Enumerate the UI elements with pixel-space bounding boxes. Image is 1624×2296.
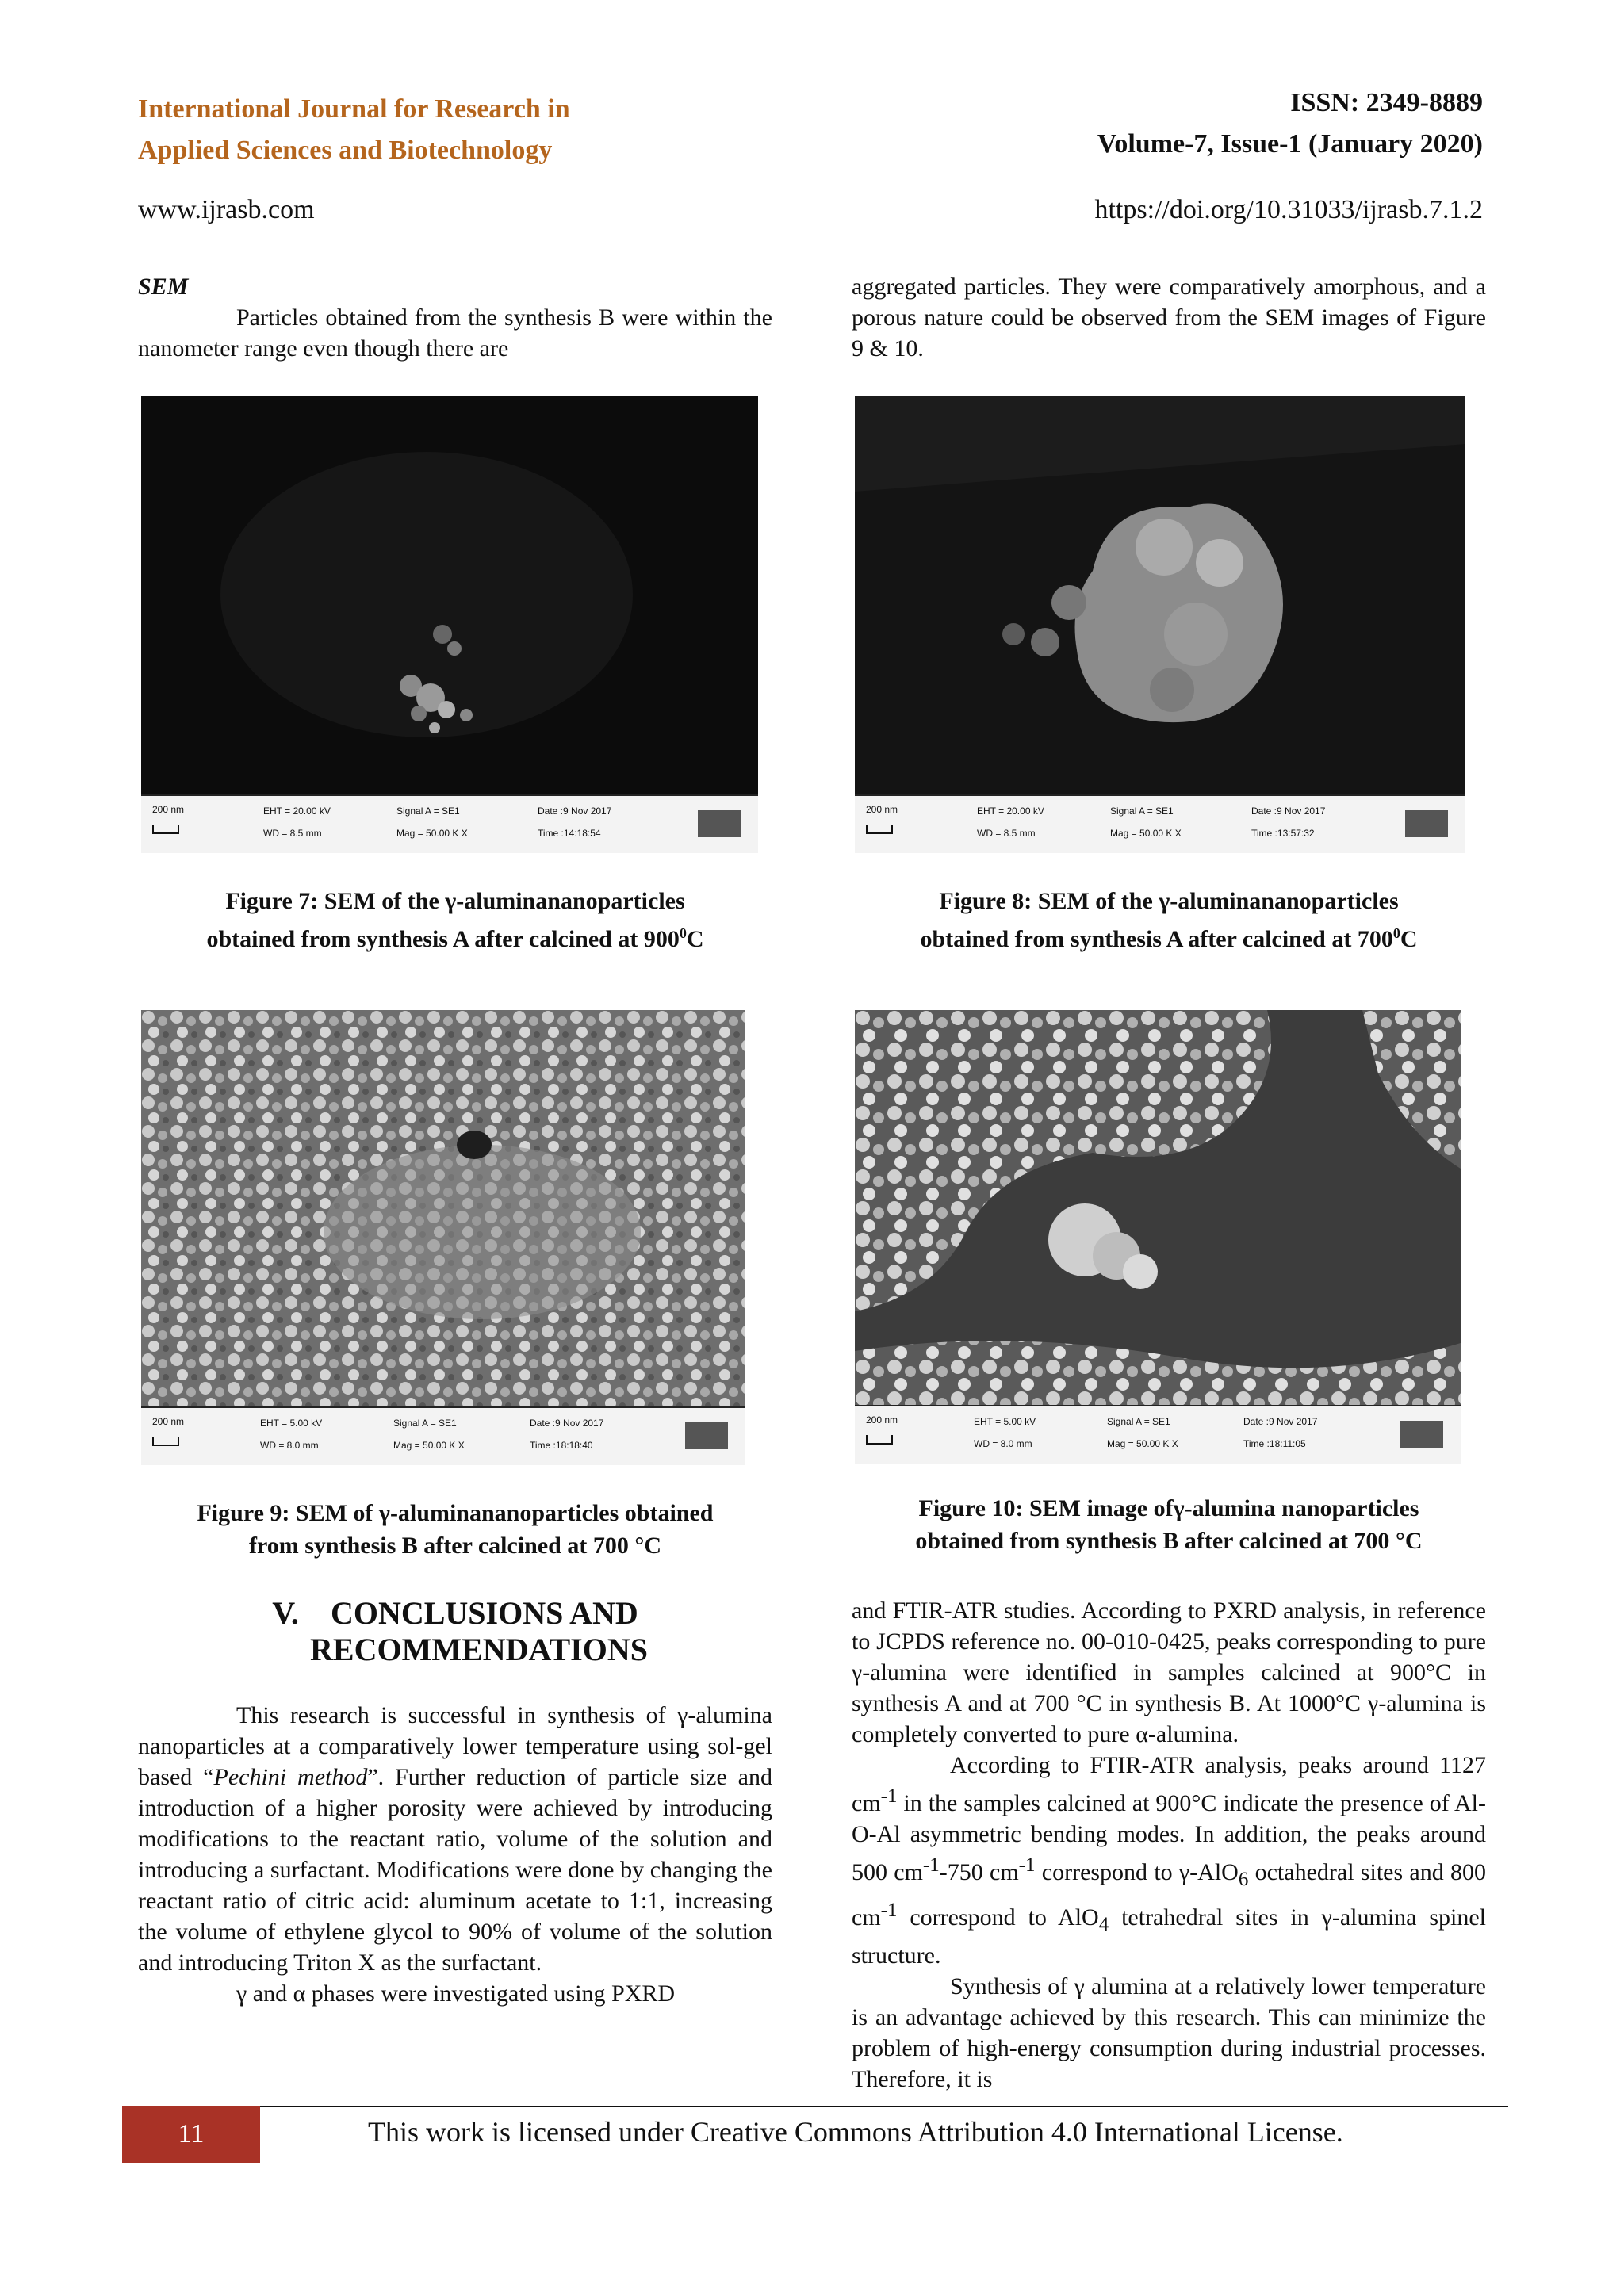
signal-label: Signal A = SE1 <box>396 806 460 817</box>
sup: -1 <box>1018 1854 1036 1876</box>
conclusions-right-column <box>852 1595 1486 2095</box>
caption-line2 <box>852 917 1486 955</box>
date-label: Date :9 Nov 2017 <box>530 1418 604 1429</box>
sem-right-text <box>852 271 1486 364</box>
caption-line2: from synthesis B after calcined at 700 °C <box>248 1533 661 1559</box>
mag-label: Mag = 50.00 K X <box>393 1440 465 1451</box>
sem-micrograph <box>855 396 1465 796</box>
sem-info-bar <box>855 1405 1461 1464</box>
sem-info-bar <box>141 794 758 853</box>
scale-label: 200 nm <box>866 1414 898 1425</box>
section-number: V. <box>272 1595 299 1631</box>
date-label: Date :9 Nov 2017 <box>1251 806 1326 817</box>
sup: -1 <box>922 1854 940 1876</box>
caption-line1: Figure 7: SEM of the γ-aluminananoparticles <box>225 888 685 914</box>
scale-label: 200 nm <box>152 804 185 815</box>
caption-line2: obtained from synthesis B after calcined at 700 °C <box>915 1528 1423 1554</box>
figure-7-caption <box>138 885 772 955</box>
figure-10-caption <box>852 1492 1486 1557</box>
time-label: Time :14:18:54 <box>538 828 601 839</box>
figure-9-caption <box>138 1497 772 1562</box>
wd-label: WD = 8.0 mm <box>974 1438 1032 1449</box>
figure-7-image <box>141 396 758 853</box>
zeiss-logo <box>1400 1421 1443 1448</box>
wd-label: WD = 8.5 mm <box>263 828 322 839</box>
text: in the samples calcined at 900°C indicate the presence of Al-O-Al asymmetric bending modes. In addition, the peaks around 500 cm <box>852 1790 1486 1885</box>
mag-label: Mag = 50.00 K X <box>396 828 468 839</box>
wd-label: WD = 8.0 mm <box>260 1440 319 1451</box>
text: octahedral sites and 800 cm <box>852 1859 1486 1931</box>
scale-label: 200 nm <box>152 1416 185 1427</box>
sem-micrograph <box>141 1010 745 1408</box>
issn-block <box>1097 82 1483 165</box>
journal-title-line2: Applied Sciences and Biotechnology <box>138 136 553 165</box>
zeiss-logo <box>698 810 741 837</box>
time-label: Time :13:57:32 <box>1251 828 1315 839</box>
zeiss-logo <box>1405 810 1448 837</box>
conclusion-paragraph-1 <box>138 1700 772 1978</box>
doi-link[interactable]: https://doi.org/10.31033/ijrasb.7.1.2 <box>1094 195 1483 224</box>
scale-label: 200 nm <box>866 804 898 815</box>
section-heading-sem: SEM <box>138 274 189 300</box>
caption-line1: Figure 10: SEM image ofγ-alumina nanoparticles <box>918 1495 1419 1521</box>
caption-sup: 0 <box>1392 925 1400 941</box>
figure-8-image <box>855 396 1465 853</box>
sem-paragraph-right: aggregated particles. They were comparatively amorphous, and a porous nature could be observed from the SEM images of Figure 9 & 10. <box>852 274 1486 362</box>
time-label: Time :18:18:40 <box>530 1440 593 1451</box>
caption-unit: C <box>686 926 704 952</box>
italic-term: Pechini method <box>213 1764 368 1790</box>
text: -750 cm <box>939 1859 1019 1885</box>
wd-label: WD = 8.5 mm <box>977 828 1036 839</box>
journal-title-line1: International Journal for Research in <box>138 94 570 124</box>
mag-label: Mag = 50.00 K X <box>1110 828 1182 839</box>
sup: -1 <box>880 1785 898 1807</box>
conclusion-paragraph-3: and FTIR-ATR studies. According to PXRD analysis, in reference to JCPDS reference no. 00-010-0425, peaks corresponding to pure γ-alumina were identified in samples calcined at 900°C in synthesis A and at 700 °C in synthesis B. At 1000°C γ-alumina is completely converted to pure α-alumina. <box>852 1598 1486 1747</box>
heading-line1 <box>138 1595 772 1632</box>
scale-bar <box>866 825 893 834</box>
figure-8-caption <box>852 885 1486 955</box>
conclusion-paragraph-4 <box>852 1750 1486 1971</box>
sem-micrograph <box>141 396 758 796</box>
signal-label: Signal A = SE1 <box>393 1418 457 1429</box>
date-label: Date :9 Nov 2017 <box>1243 1416 1318 1427</box>
eht-label: EHT = 5.00 kV <box>974 1416 1036 1427</box>
eht-label: EHT = 5.00 kV <box>260 1418 323 1429</box>
caption-text: obtained from synthesis A after calcined at 900 <box>206 926 680 952</box>
journal-website[interactable]: www.ijrasb.com <box>138 195 315 224</box>
sem-left-text <box>138 271 772 364</box>
conclusion-paragraph-2: γ and α phases were investigated using PXRD <box>236 1980 676 2007</box>
volume-issue: Volume-7, Issue-1 (January 2020) <box>1097 129 1483 159</box>
eht-label: EHT = 20.00 kV <box>977 806 1044 817</box>
text: ”. Further reduction of particle size and introduction of a higher porosity were achieved by introducing modifications to the reactant ratio, volume of the solution and introducing a surfactant. Modifications were done by changing the reactant ratio of citric acid: aluminum acetate to 1:1, increasing the volume of ethylene glycol to 90% of volume of the solution and introducing Triton X as the surfactant. <box>138 1764 773 1976</box>
license-text[interactable]: This work is licensed under Creative Commons Attribution 4.0 International License. <box>368 2116 1343 2148</box>
scale-bar <box>152 1437 179 1446</box>
caption-line2 <box>138 917 772 955</box>
signal-label: Signal A = SE1 <box>1107 1416 1170 1427</box>
caption-line1: Figure 8: SEM of the γ-aluminananoparticles <box>939 888 1399 914</box>
sem-micrograph <box>855 1010 1461 1406</box>
scale-bar <box>152 825 179 834</box>
date-label: Date :9 Nov 2017 <box>538 806 612 817</box>
eht-label: EHT = 20.00 kV <box>263 806 331 817</box>
scale-bar <box>866 1435 893 1445</box>
sem-info-bar <box>855 794 1465 853</box>
conclusion-paragraph-5: Synthesis of γ alumina at a relatively lower temperature is an advantage achieved by this research. This can minimize the problem of high-energy consumption during industrial processes. Therefore, it is <box>852 1973 1486 2092</box>
section-heading-conclusions <box>138 1595 772 1668</box>
caption-text: obtained from synthesis A after calcined at 700 <box>920 926 1393 952</box>
heading-line2: RECOMMENDATIONS <box>310 1632 648 1667</box>
text: correspond to γ-AlO <box>1035 1859 1239 1885</box>
sup: -1 <box>880 1900 898 1921</box>
text: tetrahedral sites in γ-alumina spinel structure. <box>852 1904 1486 1969</box>
caption-unit: C <box>1400 926 1418 952</box>
figure-10-image <box>855 1010 1461 1464</box>
sem-info-bar <box>141 1406 745 1465</box>
sem-paragraph-left: Particles obtained from the synthesis B were within the nanometer range even though there are <box>138 304 772 362</box>
time-label: Time :18:11:05 <box>1243 1438 1306 1449</box>
issn: ISSN: 2349-8889 <box>1290 88 1483 117</box>
figure-9-image <box>141 1010 745 1465</box>
page-number: 11 <box>122 2106 260 2163</box>
footer-rule <box>260 2106 1508 2107</box>
sub: 6 <box>1238 1869 1249 1890</box>
journal-title <box>138 89 570 171</box>
text: correspond to AlO <box>897 1904 1099 1931</box>
caption-sup: 0 <box>679 925 687 941</box>
conclusions-left-column <box>138 1700 772 2009</box>
caption-line1: Figure 9: SEM of γ-aluminananoparticles obtained <box>197 1500 714 1526</box>
signal-label: Signal A = SE1 <box>1110 806 1174 817</box>
zeiss-logo <box>685 1422 728 1449</box>
text: According to FTIR-ATR analysis, peaks around 1127 cm <box>852 1752 1486 1816</box>
sub: 4 <box>1098 1914 1109 1935</box>
mag-label: Mag = 50.00 K X <box>1107 1438 1178 1449</box>
heading-text: CONCLUSIONS AND <box>330 1595 638 1631</box>
text: This research is successful in synthesis of γ-alumina nanoparticles at a comparatively lower temperature using sol-gel based “ <box>138 1702 772 1790</box>
